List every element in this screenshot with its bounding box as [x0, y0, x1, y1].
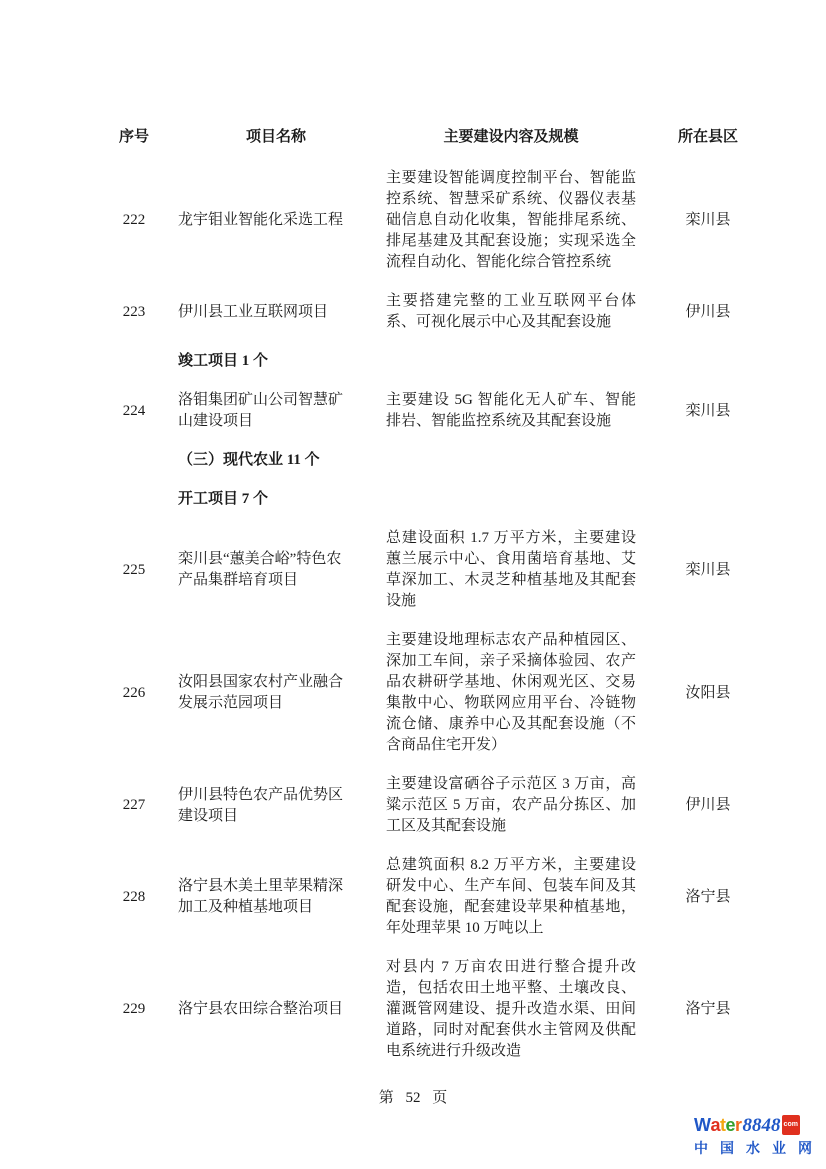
water8848-logo[interactable]: [694, 1115, 822, 1158]
project-county: 伊川县: [685, 797, 731, 813]
row-number: 223: [122, 303, 146, 320]
project-name: 洛宁县农田综合整治项目: [178, 1001, 344, 1017]
table-row: [102, 168, 748, 273]
table-row: [102, 630, 748, 756]
logo-letter: r: [735, 1115, 742, 1135]
project-content: 对县内 7 万亩农田进行整合提升改造，包括农田土地平整、土壤改良、灌溉管网建设、提升改造水渠、田间道路，同时对配套供水主管网及供配电系统进行升级改造: [386, 959, 636, 1059]
table-row: [102, 855, 748, 939]
project-content: 总建设面积 1.7 万平方米，主要建设蕙兰展示中心、食用菌培育基地、艾草深加工、木灵芝种植基地及其配套设施: [386, 530, 636, 609]
table-row: [102, 774, 748, 837]
row-number: 228: [122, 888, 146, 905]
logo-subtitle: 中国水业网: [694, 1140, 824, 1156]
row-number: 224: [122, 402, 146, 419]
project-name: 伊川县工业互联网项目: [178, 303, 329, 320]
project-county: 洛宁县: [685, 1001, 731, 1017]
project-content: 主要建设 5G 智能化无人矿车、智能排岩、智能监控系统及其配套设施: [386, 392, 636, 429]
table-row: [102, 390, 748, 432]
project-county: 栾川县: [685, 402, 731, 419]
project-name: 龙宇钼业智能化采选工程: [178, 212, 344, 228]
logo-number: 8848: [742, 1115, 781, 1136]
row-number: 227: [122, 797, 146, 813]
project-county: 汝阳县: [685, 684, 731, 701]
row-number: 225: [122, 561, 146, 578]
logo-tld-badge: com: [782, 1115, 800, 1135]
logo-letter: e: [725, 1115, 736, 1135]
water8848-wordmark: [694, 1115, 822, 1137]
logo-letter: a: [710, 1115, 721, 1135]
project-content: 总建筑面积 8.2 万平方米，主要建设研发中心、生产车间、包装车间及其配套设施，配套建设苹果种植基地，年处理苹果 10 万吨以上: [386, 857, 636, 936]
header-project-name: 项目名称: [245, 128, 306, 145]
section-heading: （三）现代农业 11 个: [178, 452, 320, 468]
row-number: 222: [122, 212, 146, 228]
document-table: [102, 126, 748, 1080]
section-heading: 竣工项目 1 个: [178, 353, 269, 369]
section-heading: 开工项目 7 个: [178, 491, 269, 507]
project-name: 伊川县特色农产品优势区建设项目: [178, 786, 344, 824]
project-content: 主要建设富硒谷子示范区 3 万亩，高粱示范区 5 万亩，农产品分拣区、加工区及其配套设施: [386, 776, 636, 834]
logo-letter: W: [694, 1115, 711, 1135]
header-main-content: 主要建设内容及规模: [443, 128, 579, 145]
row-number: 226: [122, 684, 146, 701]
project-name: 栾川县“蕙美合峪”特色农产品集群培育项目: [178, 551, 342, 588]
project-name: 洛钼集团矿山公司智慧矿山建设项目: [178, 392, 344, 429]
row-number: 229: [122, 1001, 146, 1017]
logo-letter: t: [720, 1115, 726, 1135]
project-content: 主要建设地理标志农产品种植园区、深加工车间，亲子采摘体验园、农产品农耕研学基地、休闲观光区、交易集散中心、物联网应用平台、冷链物流仓储、康养中心及其配套设施（不含商品住宅开发）: [386, 632, 636, 753]
project-content: 主要搭建完整的工业互联网平台体系、可视化展示中心及其配套设施: [386, 293, 636, 330]
project-county: 栾川县: [685, 212, 731, 228]
table-row: [102, 291, 748, 333]
header-serial-number: 序号: [118, 128, 149, 145]
table-header: [102, 126, 748, 147]
table-row: [102, 957, 748, 1062]
header-county: 所在县区: [677, 128, 738, 145]
project-name: 汝阳县国家农村产业融合发展示范园项目: [178, 674, 344, 711]
project-county: 伊川县: [685, 303, 731, 320]
project-name: 洛宁县木美土里苹果精深加工及种植基地项目: [178, 878, 344, 915]
project-county: 栾川县: [685, 561, 731, 578]
table-row: [102, 528, 748, 612]
project-county: 洛宁县: [685, 888, 731, 905]
project-content: 主要建设智能调度控制平台、智能监控系统、智慧采矿系统、仪器仪表基础信息自动化收集，智能排尾系统、排尾基建及其配套设施；实现采选全流程自动化、智能化综合管控系统: [386, 170, 636, 270]
page-number: 第 52 页: [378, 1090, 448, 1106]
